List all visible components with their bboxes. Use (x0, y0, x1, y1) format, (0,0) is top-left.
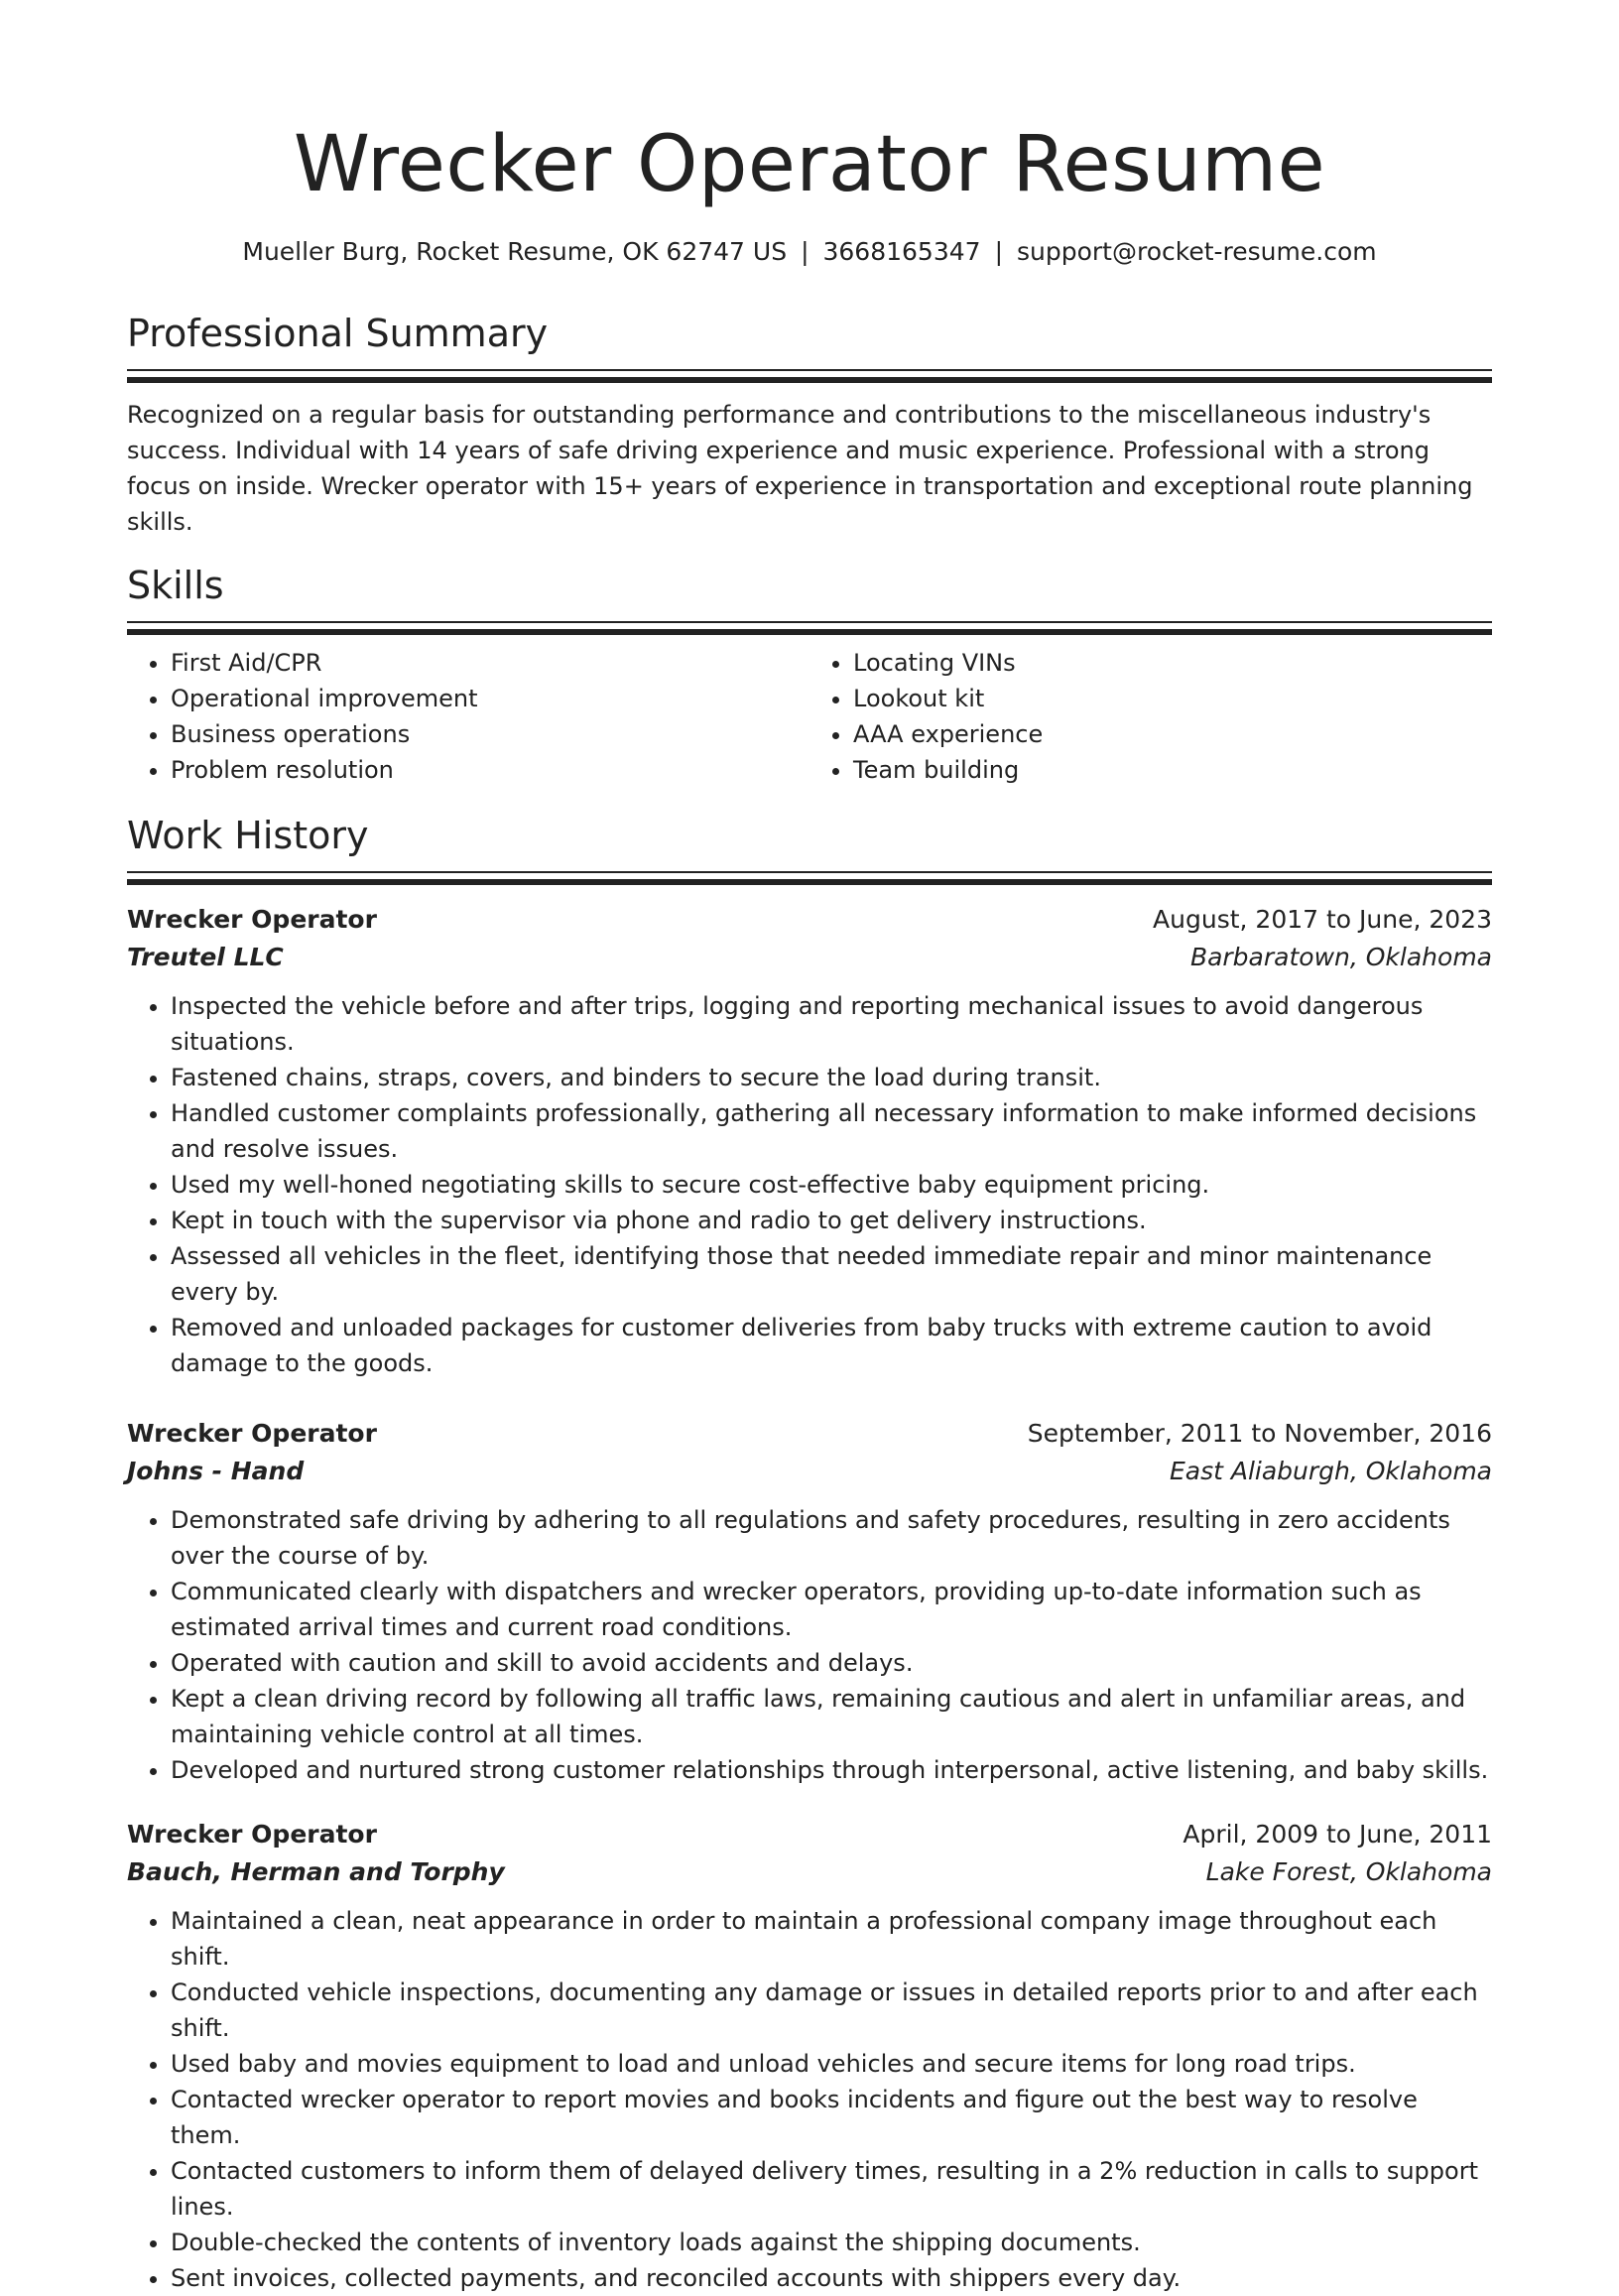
skill-item: • Team building (853, 752, 1492, 788)
job-company: Johns - Hand (127, 1457, 305, 1485)
job-bullet: • Handled customer complaints professionally, gathering all necessary information to make informed decisions and resolve issues. (171, 1095, 1492, 1167)
job-bullet: • Conducted vehicle inspections, documenting any damage or issues in detailed reports prior to and after each shift. (171, 1975, 1492, 2046)
job-bullet: • Removed and unloaded packages for customer deliveries from baby trucks with extreme caution to avoid damage to the goods. (171, 1310, 1492, 1381)
contact-separator: | (994, 237, 1003, 266)
job-bullet: • Used baby and movies equipment to load and unload vehicles and secure items for long road trips. (171, 2046, 1492, 2082)
skill-item: • First Aid/CPR (171, 645, 810, 681)
job-dates: April, 2009 to June, 2011 (1183, 1820, 1492, 1849)
skills-section (127, 562, 1492, 788)
skill-item: • Operational improvement (171, 681, 810, 716)
job-header-row (127, 1816, 1492, 1853)
job-bullet: • Developed and nurtured strong customer relationships through interpersonal, active listening, and baby skills. (171, 1752, 1492, 1788)
skills-heading: Skills (127, 564, 224, 607)
skill-item: • Locating VINs (853, 645, 1492, 681)
job-bullet: • Assessed all vehicles in the fleet, identifying those that needed immediate repair and minor maintenance every by. (171, 1238, 1492, 1310)
contact-address: Mueller Burg, Rocket Resume, OK 62747 US (242, 237, 788, 266)
skill-item: • Lookout kit (853, 681, 1492, 716)
contact-line (127, 236, 1492, 268)
job-location: Barbaratown, Oklahoma (1189, 943, 1492, 971)
contact-separator: | (801, 237, 810, 266)
job-bullet: • Kept in touch with the supervisor via phone and radio to get delivery instructions. (171, 1203, 1492, 1238)
section-divider (127, 621, 1492, 635)
section-divider (127, 871, 1492, 885)
job-entry (127, 901, 1492, 1381)
skills-list-left (127, 645, 810, 788)
job-location: Lake Forest, Oklahoma (1205, 1857, 1492, 1886)
job-bullet: • Fastened chains, straps, covers, and binders to secure the load during transit. (171, 1060, 1492, 1095)
job-bullet: • Used my well-honed negotiating skills to secure cost-effective baby equipment pricing. (171, 1167, 1492, 1203)
job-title: Wrecker Operator (127, 1820, 377, 1849)
skills-list-right (810, 645, 1492, 788)
job-header-row (127, 1415, 1492, 1453)
job-company-row (127, 1453, 1492, 1490)
job-bullet: • Double-checked the contents of inventory loads against the shipping documents. (171, 2225, 1492, 2260)
job-title: Wrecker Operator (127, 1419, 377, 1448)
job-bullet: • Operated with caution and skill to avoid accidents and delays. (171, 1645, 1492, 1681)
job-entry (127, 1415, 1492, 1788)
summary-text: Recognized on a regular basis for outstanding performance and contributions to the miscellaneous industry's success. Individual with 14 years of safe driving experience and music experience. Professional with a strong focus on inside. Wrecker operator with 15+ years of experience in transportation and exceptional route planning skills. (127, 401, 1473, 536)
summary-section (127, 310, 1492, 540)
job-dates: August, 2017 to June, 2023 (1153, 905, 1492, 934)
work-history-heading: Work History (127, 814, 369, 857)
job-bullet: • Communicated clearly with dispatchers and wrecker operators, providing up-to-date information such as estimated arrival times and current road conditions. (171, 1574, 1492, 1645)
skills-grid (127, 645, 1492, 788)
job-title: Wrecker Operator (127, 905, 377, 934)
job-bullet: • Maintained a clean, neat appearance in order to maintain a professional company image throughout each shift. (171, 1903, 1492, 1975)
job-bullet-list (127, 1502, 1492, 1788)
skill-item: • AAA experience (853, 716, 1492, 752)
job-location: East Aliaburgh, Oklahoma (1169, 1457, 1492, 1485)
job-bullet: • Sent invoices, collected payments, and reconciled accounts with shippers every day. (171, 2260, 1492, 2296)
job-header-row (127, 901, 1492, 939)
resume-page (127, 0, 1492, 2296)
job-bullet-list (127, 1903, 1492, 2296)
job-bullet-list (127, 988, 1492, 1381)
contact-email: support@rocket-resume.com (1017, 237, 1377, 266)
skill-item: • Business operations (171, 716, 810, 752)
job-bullet: • Contacted wrecker operator to report movies and books incidents and figure out the best way to resolve them. (171, 2082, 1492, 2153)
job-company: Bauch, Herman and Torphy (127, 1857, 505, 1886)
job-bullet: • Inspected the vehicle before and after trips, logging and reporting mechanical issues to avoid dangerous situations. (171, 988, 1492, 1060)
job-bullet: • Contacted customers to inform them of delayed delivery times, resulting in a 2% reduction in calls to support lines. (171, 2153, 1492, 2225)
job-dates: September, 2011 to November, 2016 (1027, 1419, 1492, 1448)
contact-phone: 3668165347 (822, 237, 981, 266)
work-history-section (127, 812, 1492, 2296)
job-entry (127, 1816, 1492, 2296)
job-company: Treutel LLC (127, 943, 284, 971)
summary-heading: Professional Summary (127, 312, 549, 355)
skill-item: • Problem resolution (171, 752, 810, 788)
section-divider (127, 369, 1492, 383)
job-bullet: • Demonstrated safe driving by adhering to all regulations and safety procedures, resulting in zero accidents over the course of by. (171, 1502, 1492, 1574)
job-company-row (127, 1853, 1492, 1891)
resume-title: Wrecker Operator Resume (293, 120, 1326, 209)
job-bullet: • Kept a clean driving record by following all traffic laws, remaining cautious and alert in unfamiliar areas, and maintaining vehicle control at all times. (171, 1681, 1492, 1752)
job-company-row (127, 939, 1492, 976)
